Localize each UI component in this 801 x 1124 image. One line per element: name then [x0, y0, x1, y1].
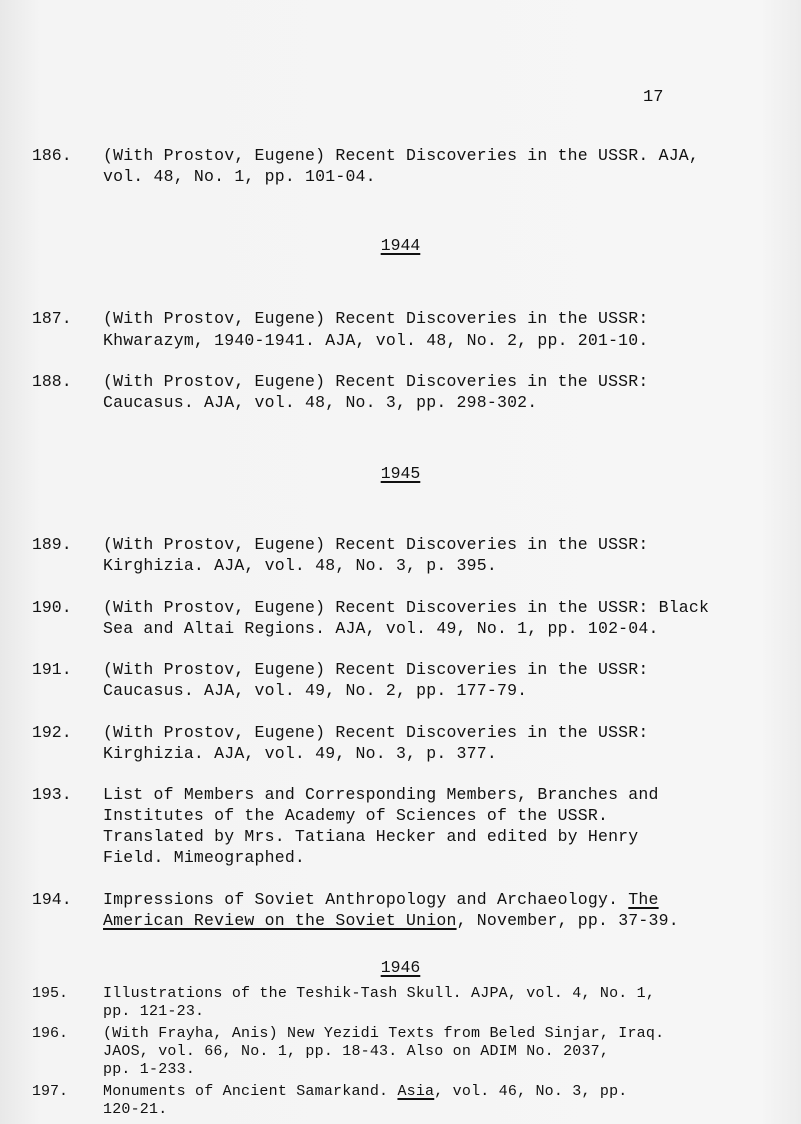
entry-number-188: 188.	[32, 372, 72, 391]
entry-193-line-4: Field. Mimeographed.	[103, 848, 306, 867]
entry-194-journal-title: American Review on the Soviet Union	[103, 911, 457, 930]
entry-number-191: 191.	[32, 660, 72, 679]
entry-195-line-1: Illustrations of the Teshik-Tash Skull. AJPA, vol. 4, No. 1,	[103, 985, 656, 1002]
entry-number-192: 192.	[32, 723, 72, 742]
entry-193-line-3: Translated by Mrs. Tatiana Hecker and edited by Henry	[103, 827, 639, 846]
entry-195-line-2: pp. 121-23.	[103, 1003, 205, 1020]
page-number: 17	[643, 88, 664, 107]
entry-number-189: 189.	[32, 535, 72, 554]
entry-number-195: 195.	[32, 985, 69, 1002]
entry-188-line-2: Caucasus. AJA, vol. 48, No. 3, pp. 298-302.	[103, 393, 538, 412]
entry-196-line-2: JAOS, vol. 66, No. 1, pp. 18-43. Also on ADIM No. 2037,	[103, 1043, 610, 1060]
entry-197-citation: , vol. 46, No. 3, pp.	[434, 1083, 628, 1100]
entry-number-196: 196.	[32, 1025, 69, 1042]
entry-191-line-2: Caucasus. AJA, vol. 49, No. 2, pp. 177-79.	[103, 681, 528, 700]
entry-194-journal-start: The	[628, 890, 659, 909]
entry-189-line-1: (With Prostov, Eugene) Recent Discoveries in the USSR:	[103, 535, 649, 554]
entry-197-journal: Asia	[397, 1083, 435, 1100]
entry-187-line-1: (With Prostov, Eugene) Recent Discoveries in the USSR:	[103, 309, 649, 328]
entry-188-line-1: (With Prostov, Eugene) Recent Discoveries in the USSR:	[103, 372, 649, 391]
entry-number-190: 190.	[32, 598, 72, 617]
entry-number-193: 193.	[32, 785, 72, 804]
entry-number-197: 197.	[32, 1083, 69, 1100]
year-heading-1945: 1945	[380, 464, 421, 483]
entry-194-line-1	[103, 890, 659, 909]
entry-number-187: 187.	[32, 309, 72, 328]
year-heading-1944: 1944	[380, 236, 421, 255]
entry-197-line-1	[103, 1083, 628, 1100]
entry-186-line-2: vol. 48, No. 1, pp. 101-04.	[103, 167, 376, 186]
entry-193-line-2: Institutes of the Academy of Sciences of the USSR.	[103, 806, 609, 825]
entry-192-line-2: Kirghizia. AJA, vol. 49, No. 3, p. 377.	[103, 744, 497, 763]
entry-194-line-2	[103, 911, 679, 930]
entry-187-line-2: Khwarazym, 1940-1941. AJA, vol. 48, No. 2, pp. 201-10.	[103, 331, 649, 350]
entry-190-line-1: (With Prostov, Eugene) Recent Discoveries in the USSR: Black	[103, 598, 710, 617]
entry-186-line-1: (With Prostov, Eugene) Recent Discoveries in the USSR. AJA,	[103, 146, 699, 165]
entry-196-line-1: (With Frayha, Anis) New Yezidi Texts from Beled Sinjar, Iraq.	[103, 1025, 665, 1042]
entry-189-line-2: Kirghizia. AJA, vol. 48, No. 3, p. 395.	[103, 556, 497, 575]
entry-196-line-3: pp. 1-233.	[103, 1061, 196, 1078]
entry-194-citation: , November, pp. 37-39.	[456, 911, 679, 930]
year-heading-1946: 1946	[380, 958, 421, 977]
entry-197-line-2: 120-21.	[103, 1101, 168, 1118]
entry-192-line-1: (With Prostov, Eugene) Recent Discoveries in the USSR:	[103, 723, 649, 742]
entry-193-line-1: List of Members and Corresponding Members, Branches and	[103, 785, 659, 804]
entry-number-194: 194.	[32, 890, 72, 909]
entry-197-title: Monuments of Ancient Samarkand.	[103, 1083, 398, 1100]
entry-number-186: 186.	[32, 146, 72, 165]
entry-194-text: Impressions of Soviet Anthropology and Archaeology.	[103, 890, 619, 909]
entry-191-line-1: (With Prostov, Eugene) Recent Discoveries in the USSR:	[103, 660, 649, 679]
entry-190-line-2: Sea and Altai Regions. AJA, vol. 49, No. 1, pp. 102-04.	[103, 619, 659, 638]
